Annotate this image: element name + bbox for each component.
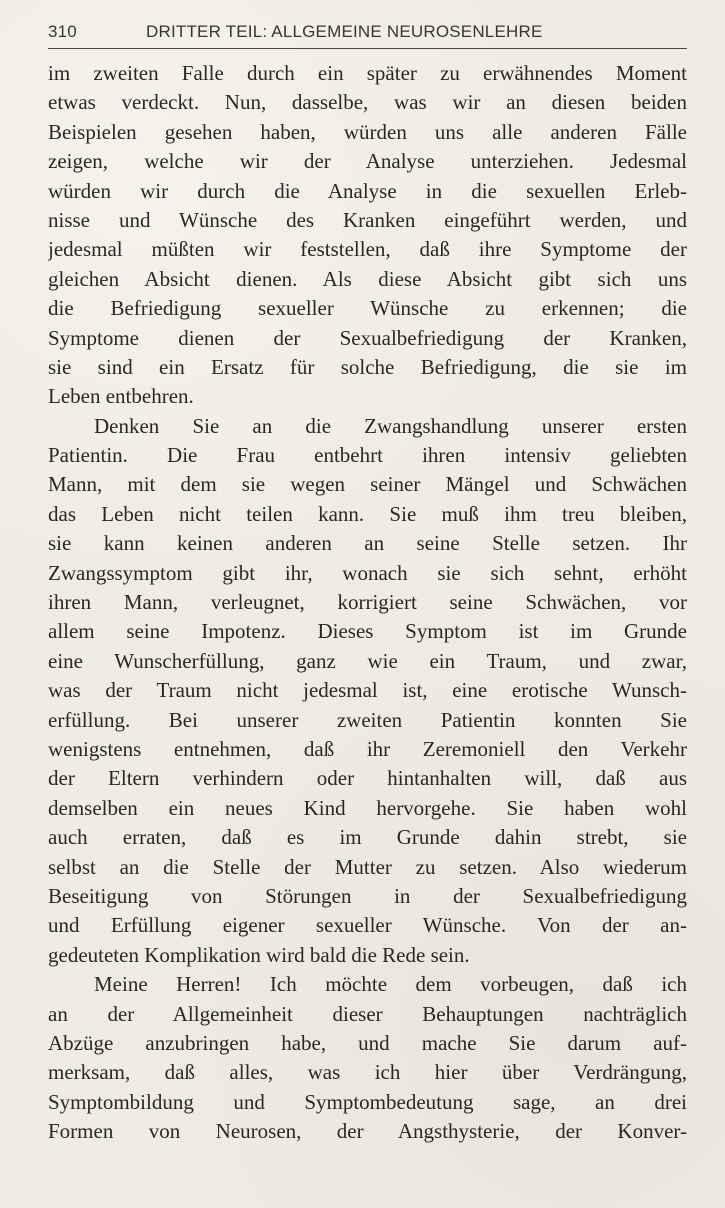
text-line: würden wir durch die Analyse in die sexuellen Erleb- [48,178,687,203]
text-line: wenigstens entnehmen, daß ihr Zeremoniell den Verkehr [48,736,687,761]
text-line: und Erfüllung eigener sexueller Wünsche. Von der an- [48,913,687,938]
text-line: auch erraten, daß es im Grunde dahin strebt, sie [48,825,687,850]
page-number: 310 [48,22,77,41]
text-line: gleichen Absicht dienen. Als diese Absicht gibt sich uns [48,266,687,291]
text-line: sie kann keinen anderen an seine Stelle setzen. Ihr [48,531,687,556]
paragraph-3 [48,970,687,1146]
text-line: gedeuteten Komplikation wird bald die Rede sein. [48,942,470,967]
text-line: Leben entbehren. [48,384,194,409]
text-line: was der Traum nicht jedesmal ist, eine erotische Wunsch- [48,678,687,703]
text-line: Patientin. Die Frau entbehrt ihren intensiv geliebten [48,443,687,468]
text-line: Beseitigung von Störungen in der Sexualbefriedigung [48,883,687,908]
text-line: Meine Herren! Ich möchte dem vorbeugen, daß ich [94,972,687,997]
text-line: im zweiten Falle durch ein später zu erwähnendes Moment [48,61,687,85]
text-line: Beispielen gesehen haben, würden uns alle anderen Fälle [48,119,687,144]
text-line: Denken Sie an die Zwangshandlung unserer ersten [94,413,687,438]
text-line: allem seine Impotenz. Dieses Symptom ist im Grunde [48,619,687,644]
paragraph-2 [48,412,687,970]
paragraph-1 [48,59,687,412]
header-title: DRITTER TEIL: ALLGEMEINE NEUROSENLEHRE [146,22,543,41]
text-line: selbst an die Stelle der Mutter zu setzen. Also wiederum [48,854,687,879]
text-line: die Befriedigung sexueller Wünsche zu erkennen; die [48,296,687,321]
text-line: nisse und Wünsche des Kranken eingeführt werden, und [48,207,687,232]
text-line: demselben ein neues Kind hervorgehe. Sie haben wohl [48,795,687,820]
text-line: merksam, daß alles, was ich hier über Verdrängung, [48,1060,687,1085]
text-line: Symptombildung und Symptombedeutung sage, an drei [48,1089,687,1114]
text-line: jedesmal müßten wir feststellen, daß ihre Symptome der [48,237,687,262]
text-line: das Leben nicht teilen kann. Sie muß ihm treu bleiben, [48,501,687,526]
text-line: Zwangssymptom gibt ihr, wonach sie sich sehnt, erhöht [48,560,687,585]
text-line: Mann, mit dem sie wegen seiner Mängel und Schwächen [48,472,687,497]
text-line: ihren Mann, verleugnet, korrigiert seine Schwächen, vor [48,590,687,615]
text-line: Symptome dienen der Sexualbefriedigung der Kranken, [48,325,687,350]
text-line: etwas verdeckt. Nun, dasselbe, was wir an diesen beiden [48,90,687,115]
running-head [48,20,687,49]
text-line: der Eltern verhindern oder hintanhalten will, daß aus [48,766,687,791]
body-text [48,59,687,1146]
text-line: Abzüge anzubringen habe, und mache Sie darum auf- [48,1030,687,1055]
text-line: an der Allgemeinheit dieser Behauptungen nachträglich [48,1001,687,1026]
text-line: erfüllung. Bei unserer zweiten Patientin konnten Sie [48,707,687,732]
text-line: sie sind ein Ersatz für solche Befriedigung, die sie im [48,354,687,379]
text-line: eine Wunscherfüllung, ganz wie ein Traum, und zwar, [48,648,687,673]
text-line: zeigen, welche wir der Analyse unterziehen. Jedesmal [48,149,687,174]
text-line: Formen von Neurosen, der Angsthysterie, der Konver- [48,1119,687,1144]
